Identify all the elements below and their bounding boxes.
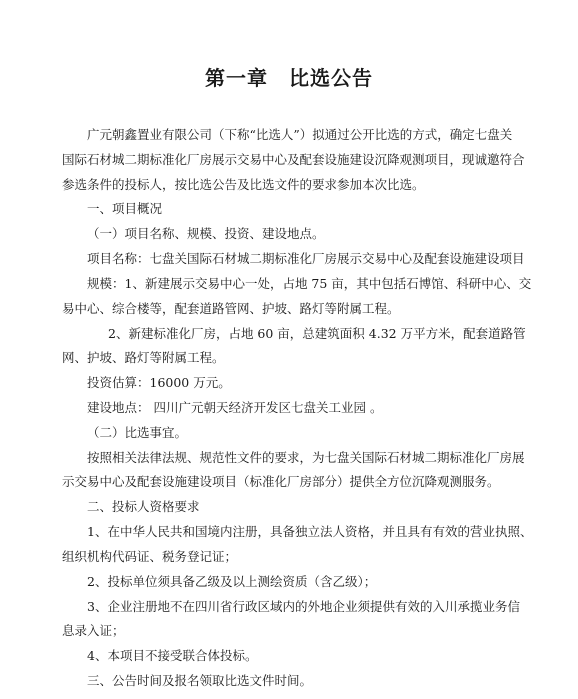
chapter-title: 第一章 比选公告 (205, 66, 373, 90)
text-line: 4、本项目不接受联合体投标。 (87, 648, 258, 664)
text-line: 按照相关法律法规、规范性文件的要求，为七盘关国际石材城二期标准化厂房展 (87, 449, 525, 465)
text-line: 广元朝鑫置业有限公司（下称“比选人”）拟通过公开比选的方式，确定七盘关 (87, 127, 513, 142)
text-line: 3、企业注册地不在四川省行政区域内的外地企业须提供有效的入川承揽业务信 (87, 598, 520, 614)
text-line: 示交易中心及配套设施建设项目（标准化厂房部分）提供全方位沉降观测服务。 (62, 474, 500, 490)
text-line: 网、护坡、路灯等附属工程。 (62, 350, 225, 366)
text-line: 2、新建标准化厂房，占地 60 亩，总建筑面积 4.32 万平方米，配套道路管 (108, 325, 526, 341)
section-heading: 一、项目概况 (87, 201, 163, 217)
text-line: 参选条件的投标人，按比选公告及比选文件的要求参加本次比选。 (62, 176, 425, 192)
text-line: 规模：1、新建展示交易中心一处，占地 75 亩，其中包括石博馆、科研中心、交 (87, 275, 532, 291)
text-line: 息录入证； (62, 623, 125, 639)
text-line: 组织机构代码证、税务登记证； (62, 548, 238, 564)
text-line: 2、投标单位须具备乙级及以上测绘资质（含乙级）； (87, 573, 377, 589)
subsection-heading: （二）比选事宜。 (87, 424, 188, 440)
text-line: 国际石材城二期标准化厂房展示交易中心及配套设施建设沉降观测项目，现诚邀符合 (62, 151, 525, 167)
text-line: 投资估算：16000 万元。 (87, 375, 231, 391)
section-heading: 三、公告时间及报名领取比选文件时间。 (87, 673, 313, 688)
text-line: 1、在中华人民共和国境内注册，具备独立法人资格，并且具有有效的营业执照、 (87, 524, 533, 540)
text-line: 建设地点： 四川广元朝天经济开发区七盘关工业园 。 (87, 400, 383, 415)
text-line: 易中心、综合楼等，配套道路管网、护坡、路灯等附属工程。 (62, 300, 400, 316)
text-line: 项目名称：七盘关国际石材城二期标准化厂房展示交易中心及配套设施建设项目 (87, 251, 525, 267)
subsection-heading: （一）项目名称、规模、投资、建设地点。 (87, 226, 325, 242)
section-heading: 二、投标人资格要求 (87, 499, 200, 515)
